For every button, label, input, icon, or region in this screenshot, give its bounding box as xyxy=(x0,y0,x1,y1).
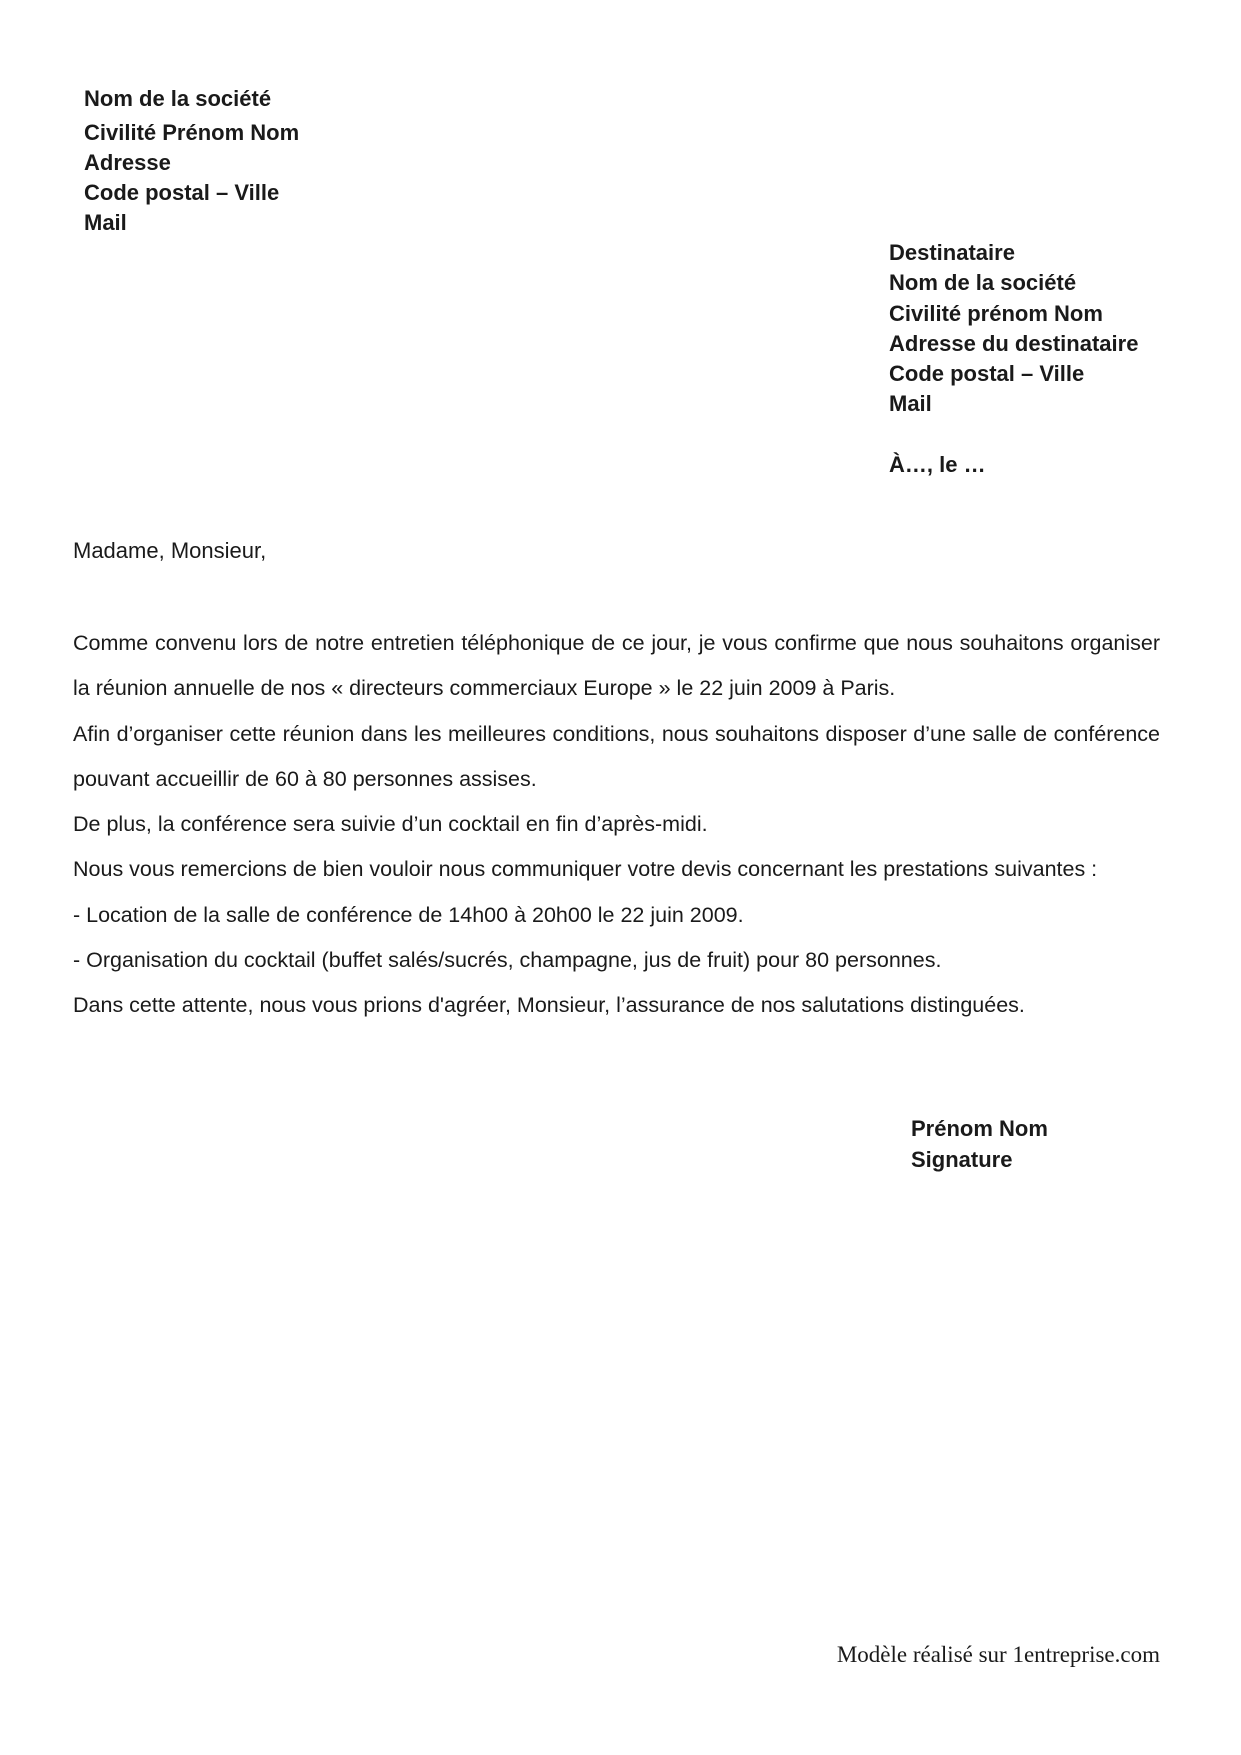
sender-mail: Mail xyxy=(84,210,127,235)
salutation: Madame, Monsieur, xyxy=(73,538,267,563)
sender-city: Code postal – Ville xyxy=(84,180,280,205)
sender-block xyxy=(84,84,299,238)
body-paragraph-1: Comme convenu lors de notre entretien téléphonique de ce jour, je vous confirme que nous souhaitons organiser la réunion annuelle de nos « directeurs commerciaux Europe » le 22 juin 2009 à Paris. xyxy=(73,631,1160,701)
list-item-cocktail: - Organisation du cocktail (buffet salés/sucrés, champagne, jus de fruit) pour 80 personnes. xyxy=(73,948,942,973)
letter-body xyxy=(73,621,1160,1029)
recipient-label: Destinataire xyxy=(889,240,1015,265)
recipient-company: Nom de la société xyxy=(889,270,1077,296)
letter-date: À…, le … xyxy=(889,451,986,477)
sender-address: Adresse xyxy=(84,150,171,175)
signature-block xyxy=(911,1113,1048,1175)
recipient-city: Code postal – Ville xyxy=(889,361,1085,387)
body-paragraph-3: De plus, la conférence sera suivie d’un cocktail en fin d’après-midi. xyxy=(73,812,708,837)
recipient-block xyxy=(889,238,1138,480)
sender-company: Nom de la société xyxy=(84,86,272,111)
closing-sentence: Dans cette attente, nous vous prions d'agréer, Monsieur, l’assurance de nos salutations distinguées. xyxy=(73,993,1025,1018)
recipient-name: Civilité prénom Nom xyxy=(889,300,1103,326)
footer-credit: Modèle réalisé sur 1entreprise.com xyxy=(836,1642,1160,1667)
body-paragraph-2: Afin d’organiser cette réunion dans les meilleures conditions, nous souhaitons disposer d’une salle de conférence pouvant accueillir de 60 à 80 personnes assises. xyxy=(73,721,1160,791)
recipient-mail: Mail xyxy=(889,391,932,417)
body-paragraph-4: Nous vous remercions de bien vouloir nous communiquer votre devis concernant les prestations suivantes : xyxy=(73,857,1098,882)
recipient-address: Adresse du destinataire xyxy=(889,330,1139,356)
signature-name: Prénom Nom xyxy=(911,1116,1048,1141)
signature-label: Signature xyxy=(911,1147,1013,1172)
sender-name: Civilité Prénom Nom xyxy=(84,120,300,145)
list-item-location: - Location de la salle de conférence de 14h00 à 20h00 le 22 juin 2009. xyxy=(73,902,744,927)
